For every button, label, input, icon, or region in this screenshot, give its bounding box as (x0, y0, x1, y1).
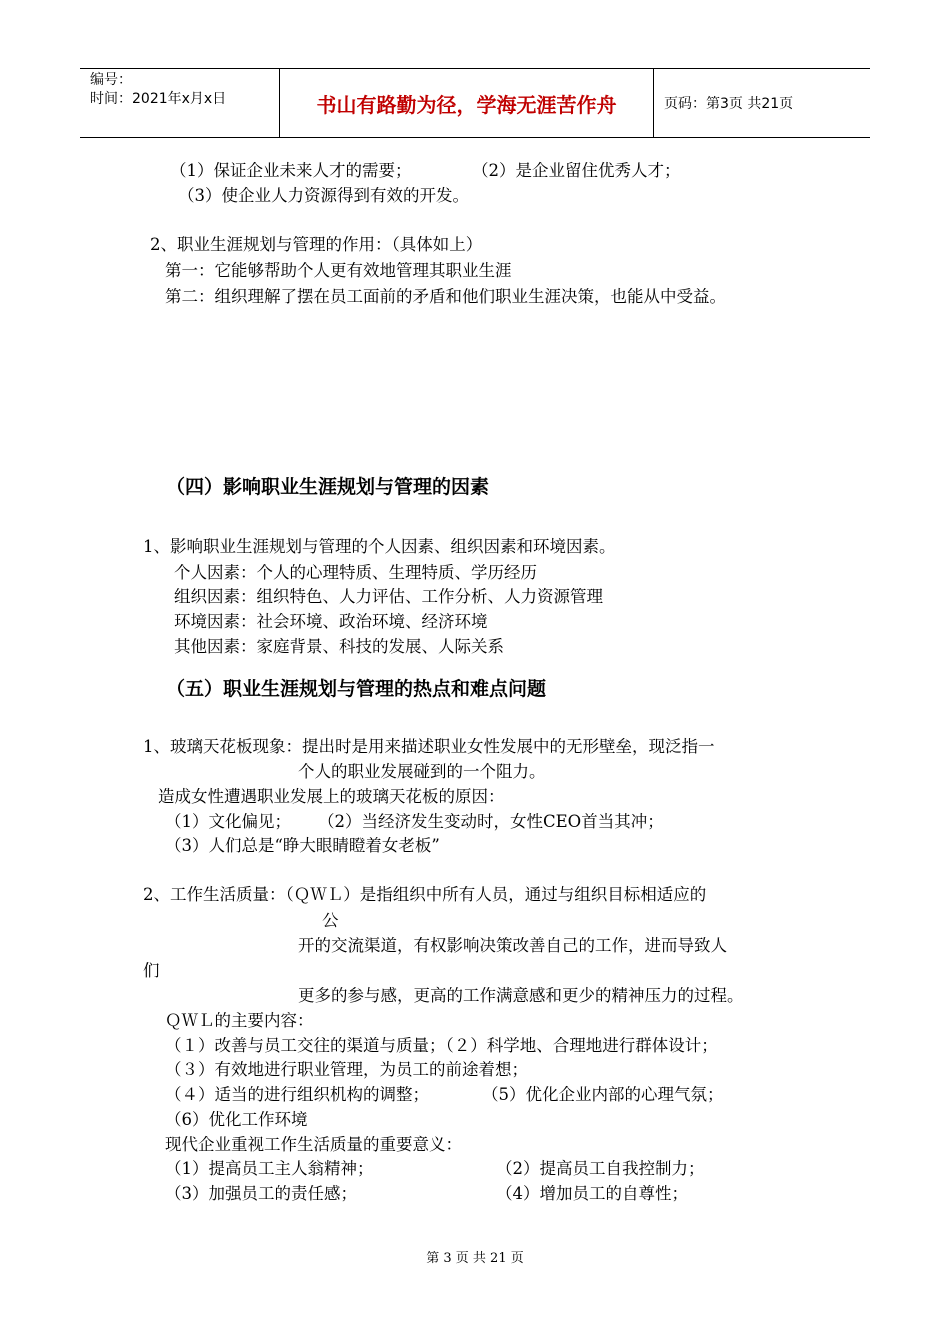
text-line: 组织因素：组织特色、人力评估、工作分析、人力资源管理 (174, 587, 603, 606)
text-line: （6）优化工作环境 (165, 1110, 308, 1129)
text-line: （１）改善与员工交往的渠道与质量；（２）科学地、合理地进行群体设计； (165, 1036, 718, 1055)
text-line: （1）提高员工主人翁精神； (165, 1159, 374, 1178)
text-line: 第二：组织理解了摆在员工面前的矛盾和他们职业生涯决策，也能从中受益。 (165, 287, 726, 306)
text-line: （3）人们总是“睁大眼睛瞪着女老板” (165, 836, 440, 855)
section-heading: （四）影响职业生涯规划与管理的因素 (166, 476, 490, 498)
text-line: 更多的参与感，更高的工作满意感和更少的精神压力的过程。 (298, 986, 744, 1005)
text-line: ＱＷＬ的主要内容： (165, 1011, 314, 1030)
text-line: 开的交流渠道，有权影响决策改善自己的工作，进而导致人 (298, 936, 727, 955)
header-motto: 书山有路勤为径，学海无涯苦作舟 (280, 69, 654, 137)
text-line: 1、影响职业生涯规划与管理的个人因素、组织因素和环境因素。 (143, 537, 616, 556)
text-line: （４）适当的进行组织机构的调整； (165, 1085, 429, 1104)
text-line: （1）文化偏见； (165, 812, 291, 831)
text-line: （2）是企业留住优秀人才； (472, 161, 681, 180)
text-line: （2）提高员工自我控制力； (496, 1159, 705, 1178)
text-line: 个人的职业发展碰到的一个阻力。 (298, 762, 546, 781)
text-line: 现代企业重视工作生活质量的重要意义： (165, 1135, 462, 1154)
text-line: （5）优化企业内部的心理气氛； (482, 1085, 724, 1104)
text-line: （３）有效地进行职业管理，为员工的前途着想； (165, 1060, 528, 1079)
page-footer: 第 3 页 共 21 页 (426, 1251, 524, 1266)
header-page-info: 页码：第3页 共21页 (664, 96, 794, 112)
text-line: 们 (143, 961, 160, 980)
page-header (80, 68, 870, 138)
text-line: （4）增加员工的自尊性； (496, 1184, 688, 1203)
text-line: 1、玻璃天花板现象：提出时是用来描述职业女性发展中的无形壁垒，现泛指一 (143, 737, 715, 756)
text-line: （3）使企业人力资源得到有效的开发。 (178, 186, 469, 205)
text-line: 其他因素：家庭背景、科技的发展、人际关系 (174, 637, 504, 656)
text-line: 第一：它能够帮助个人更有效地管理其职业生涯 (165, 261, 512, 280)
text-line: （1）保证企业未来人才的需要； (170, 161, 412, 180)
text-line: 公 (322, 911, 339, 930)
text-line: （3）加强员工的责任感； (165, 1184, 357, 1203)
document-number-label: 编号： (90, 72, 132, 88)
text-line: 造成女性遭遇职业发展上的玻璃天花板的原因： (158, 787, 505, 806)
text-line: 2、工作生活质量：（ＱＷＬ）是指组织中所有人员，通过与组织目标相适应的 (143, 885, 707, 904)
text-line: （2）当经济发生变动时，女性CEO首当其冲； (318, 812, 664, 831)
date-label: 时间：2021年x月x日 (90, 91, 227, 107)
section-heading: （五）职业生涯规划与管理的热点和难点问题 (166, 678, 547, 700)
text-line: 环境因素：社会环境、政治环境、经济环境 (174, 612, 488, 631)
header-meta (80, 69, 280, 137)
text-line: 2、职业生涯规划与管理的作用：（具体如上） (150, 235, 483, 254)
text-line: 个人因素：个人的心理特质、生理特质、学历经历 (174, 563, 537, 582)
